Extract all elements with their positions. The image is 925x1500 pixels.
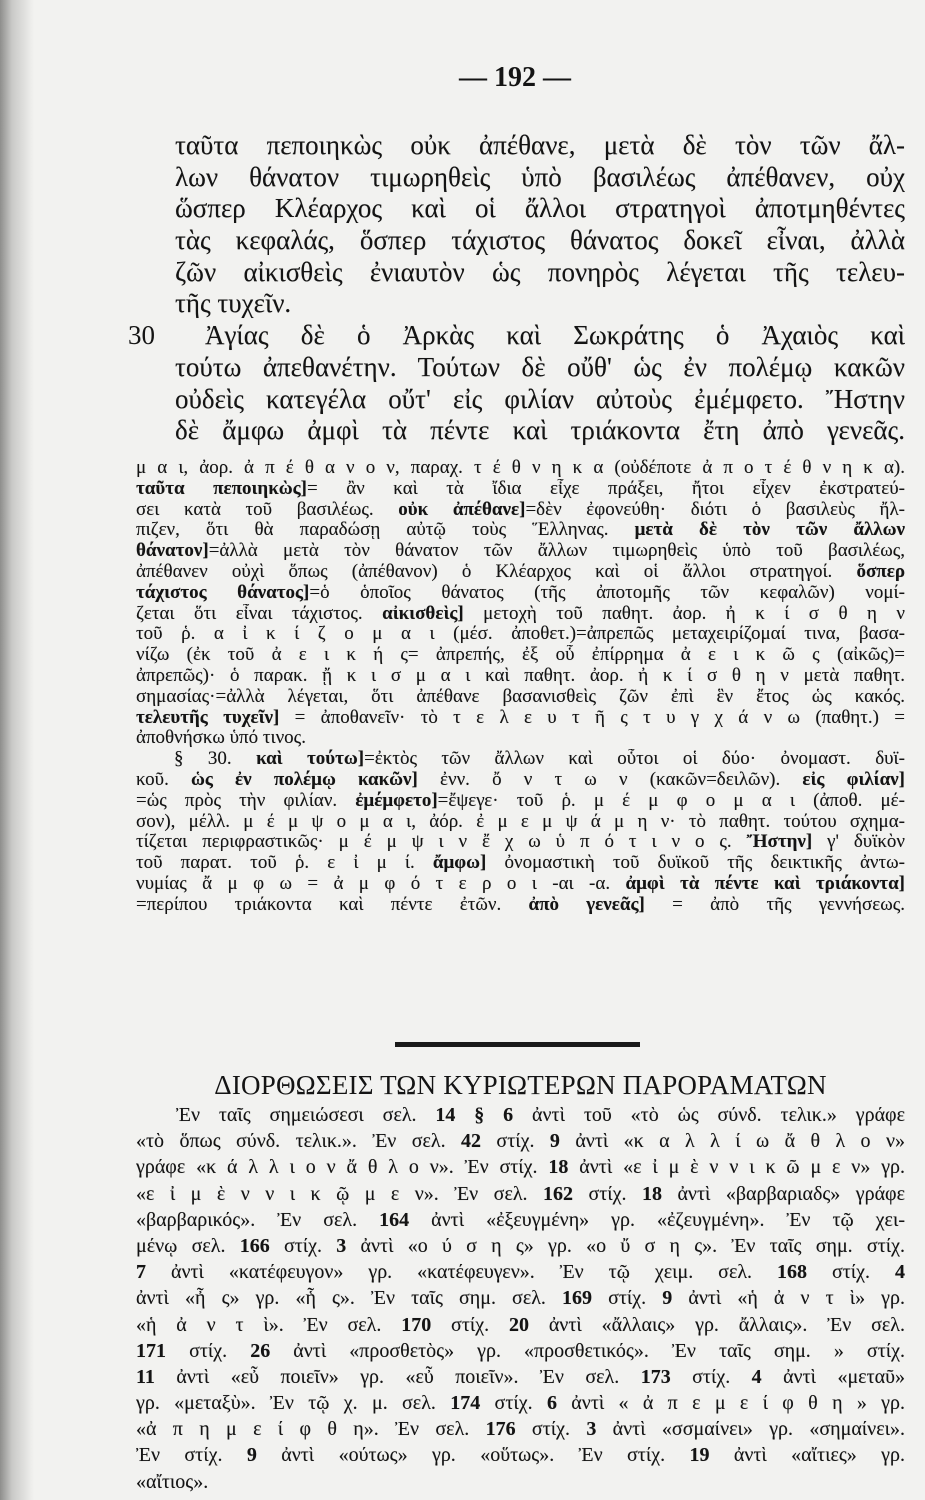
errata-text: στίχ. xyxy=(166,1339,251,1362)
note-text: τοῦ ῥ. α ἰ κ ί ζ ο μ α ι (μέσ. ἀποθετ.)=ἀπρεπῶς μεταχειρίζομαί τινα, βασα- xyxy=(136,624,905,645)
note-lemma: καὶ τούτω] xyxy=(256,749,365,770)
note-text: =ἀλλὰ μετὰ τὸν θάνατον τῶν ἄλλων τιμωρηθεὶς ὑπὸ τοῦ βασιλέως, xyxy=(208,541,905,562)
errata-text: «ε ἰ μ ὲ ν ν ι κ ῷ μ ε ν». Ἐν σελ. xyxy=(136,1182,543,1205)
note-line xyxy=(136,624,905,645)
note-text: πιζεν, ὅτι θὰ παραδώσῃ αὐτῷ τοὺς Ἕλληνας. xyxy=(136,520,635,541)
errata-reference-number: 9 xyxy=(662,1287,673,1310)
errata-text: «ἀ π η μ ε ί φ θ η». Ἐν σελ. xyxy=(136,1418,486,1441)
note-text: μετοχὴ τοῦ παθητ. ἀορ. ἠ κ ί σ θ η ν xyxy=(463,603,905,624)
main-text-line: ζῶν αἰκισθεὶς ἐνιαυτὸν ὡς πονηρὸς λέγεται τῆς τελευ- xyxy=(175,256,905,287)
errata-reference-number: 171 xyxy=(136,1339,166,1362)
errata-line xyxy=(136,1285,905,1311)
main-text-line: τούτω ἀπεθανέτην. Τούτων δὲ οὔθ' ὡς ἐν πολέμῳ κακῶν xyxy=(175,351,905,382)
errata-text: στίχ. xyxy=(515,1418,587,1441)
note-lemma: οὐκ ἀπέθανε] xyxy=(398,499,526,520)
note-text: ὀνομαστικὴ τοῦ δυϊκοῦ τῆς δεικτικῆς ἀντω- xyxy=(486,853,905,874)
note-line xyxy=(136,541,905,562)
errata-line xyxy=(136,1364,905,1390)
errata-text: στίχ. xyxy=(670,1365,752,1388)
errata-reference-number: 168 xyxy=(777,1261,807,1284)
note-line xyxy=(136,708,905,729)
errata-line xyxy=(136,1102,905,1128)
note-line xyxy=(136,562,905,583)
section-divider xyxy=(395,1042,640,1047)
errata-line xyxy=(136,1181,905,1207)
note-text: τοῦ παρατ. τοῦ ῥ. ε ἰ μ ί. xyxy=(136,853,433,874)
errata-text: στίχ. xyxy=(807,1261,895,1284)
errata-text: ἀντὶ «ἡ ἀ ν τ ὶ» γρ. xyxy=(672,1287,905,1310)
errata-text: ἀντὶ «προσθετὸς» γρ. «προσθετικός». Ἐν ταῖς σημ. » στίχ. xyxy=(270,1339,905,1362)
errata-reference-number: 42 xyxy=(461,1130,482,1153)
errata-text: ἀντὶ «ο ύ σ η ς» γρ. «ο ὔ σ η ς». Ἐν ταῖς σημ. στίχ. xyxy=(346,1234,905,1257)
main-text-line: τῆς τυχεῖν. xyxy=(175,288,292,319)
note-text: γ' δυϊκὸν xyxy=(812,832,905,853)
errata-line xyxy=(136,1338,905,1364)
errata-text: στίχ. xyxy=(573,1182,642,1205)
note-text: νυμίας ἄ μ φ ω = ἀ μ φ ό τ ε ρ ο ι -αι -α. xyxy=(136,873,626,894)
errata-text: «ἡ ἀ ν τ ὶ». Ἐν σελ. xyxy=(136,1313,402,1336)
errata-line xyxy=(136,1233,905,1259)
errata-reference-number: 20 xyxy=(508,1313,529,1336)
errata-reference-number: 14 § 6 xyxy=(435,1104,514,1126)
main-text-line: οὐδεὶς κατεγέλα οὔτ' εἰς φιλίαν αὐτοὺς ἐμέμφετο. Ἤστην xyxy=(175,383,905,414)
note-text: =περίπου τριάκοντα καὶ πέντε ἐτῶν. xyxy=(136,894,529,915)
note-line xyxy=(136,895,905,916)
note-line xyxy=(136,687,905,708)
errata-line xyxy=(136,1442,905,1468)
note-lemma: μετὰ δὲ τὸν τῶν ἄλλων xyxy=(634,520,905,541)
errata-reference-number: 174 xyxy=(450,1392,481,1415)
errata-text: ἀντὶ «βαρβαριαδς» γράφε xyxy=(661,1182,905,1205)
note-text: κοῦ. xyxy=(136,769,191,790)
errata-reference-number: 6 xyxy=(546,1392,557,1415)
errata-text: ἀντὶ «ἐξευγμένη» γρ. «ἐζευγμένη». Ἐν τῷ χει- xyxy=(409,1208,905,1231)
errata-reference-number: 9 xyxy=(549,1130,560,1153)
errata-line xyxy=(136,1154,905,1180)
notes-paragraph xyxy=(136,749,905,915)
scan-page-edge xyxy=(0,0,34,1500)
errata-reference-number: 18 xyxy=(641,1182,662,1205)
errata-reference-number: 3 xyxy=(336,1234,347,1257)
note-lemma: ἐμέμφετο] xyxy=(355,790,438,811)
note-lemma: εἰς φιλίαν] xyxy=(802,769,905,790)
note-lemma: θάνατον] xyxy=(136,541,209,562)
errata-text: στίχ. xyxy=(431,1313,509,1336)
page-number: — 192 — xyxy=(459,62,571,93)
note-text: ἐνν. ὄ ν τ ω ν (κακῶν=δειλῶν). xyxy=(417,769,803,790)
errata-title: ΔΙΟΡΘΩΣΕΙΣ ΤΩΝ ΚΥΡΙΩΤΕΡΩΝ ΠΑΡΟΡΑΜΑΤΩΝ xyxy=(214,1070,827,1100)
note-text: =ὡς πρὸς τὴν φιλίαν. xyxy=(136,790,356,811)
errata-reference-number: 170 xyxy=(401,1313,432,1336)
errata-text: γρ. «μεταξὺ». Ἐν τῷ χ. μ. σελ. xyxy=(136,1392,451,1415)
main-text-line: Ἀγίας δὲ ὁ Ἀρκὰς καὶ Σωκράτης ὁ Ἀχαιὸς καὶ xyxy=(205,320,905,351)
note-text: μ α ι, ἀορ. ἀ π έ θ α ν ο ν, παραχ. τ έ θ ν η κ α (οὐδέποτε ἀ π ο τ έ θ ν η κ α). xyxy=(136,458,905,478)
errata-text: ἀντὶ «εὖ ποιεῖν» γρ. «εὖ ποιεῖν». Ἐν σελ. xyxy=(154,1365,641,1388)
errata-line xyxy=(136,1207,905,1233)
errata-reference-number: 4 xyxy=(751,1365,762,1388)
errata-text: ἀντὶ «ἄλλαις» γρ. ἄλλαις». Ἐν σελ. xyxy=(528,1313,905,1336)
note-line xyxy=(136,728,905,749)
errata-reference-number: 9 xyxy=(246,1444,257,1467)
errata-text: ἀντὶ «ε ἰ μ ὲ ν ν ι κ ῶ μ ε ν» γρ. xyxy=(568,1156,905,1179)
main-paragraph xyxy=(128,320,905,447)
errata-text: ἀντὶ «ἦ ς» γρ. «ἧ ς». Ἐν ταῖς σημ. σελ. xyxy=(136,1287,563,1310)
note-line xyxy=(136,500,905,521)
note-lemma: ἀμφὶ τὰ πέντε καὶ τριάκοντα] xyxy=(625,873,905,894)
note-line xyxy=(136,520,905,541)
note-lemma: ἀπὸ γενεᾶς] xyxy=(528,894,645,915)
errata-line xyxy=(136,1416,905,1442)
errata-text: ἀντὶ «κατέφευγον» γρ. «κατέφευγεν». Ἐν τῷ χειμ. σελ. xyxy=(146,1261,777,1284)
note-lemma: αἰκισθεὶς] xyxy=(382,603,464,624)
errata-text: στίχ. xyxy=(480,1392,547,1415)
note-line xyxy=(136,853,905,874)
note-line xyxy=(136,666,905,687)
note-line xyxy=(136,874,905,895)
main-text-line: ὥσπερ Κλέαρχος καὶ οἱ ἄλλοι στρατηγοὶ ἀποτμηθέντες xyxy=(175,193,905,224)
note-text: =δὲν ἐφονεύθη· διότι ὁ βασιλεὺς ἤλ- xyxy=(525,499,905,520)
note-lemma: ὡς ἐν πολέμῳ κακῶν] xyxy=(190,769,418,790)
errata-reference-number: 169 xyxy=(562,1287,593,1310)
note-line xyxy=(136,791,905,812)
errata-line xyxy=(136,1312,905,1338)
main-text-line: ταῦτα πεποιηκὼς οὐκ ἀπέθανε, μετὰ δὲ τὸν τῶν ἄλ- xyxy=(175,130,905,160)
note-text: ἀπέθανεν οὐχὶ ὅπως (ἀπέθανον) ὁ Κλέαρχος καὶ οἱ ἄλλοι στρατηγοί. xyxy=(136,561,857,582)
note-lemma: τελευτῆς τυχεῖν] xyxy=(136,707,280,728)
errata-text: ἀντὶ «κ α λ λ ί ω ἄ θ λ ο ν» xyxy=(559,1130,905,1153)
note-lemma: ὅσπερ xyxy=(856,561,905,582)
note-line xyxy=(136,479,905,500)
main-text-line: τὰς κεφαλάς, ὅσπερ τάχιστος θάνατος δοκεῖ εἶναι, ἀλλὰ xyxy=(175,225,905,256)
note-text: νίζω (ἐκ τοῦ ἀ ε ι κ ή ς= ἀπρεπής, ἐξ οὗ ἐπίρρημα ἀ ε ι κ ῶ ς (αἰκῶς)= xyxy=(136,645,905,666)
errata-reference-number: 176 xyxy=(485,1418,516,1441)
errata-reference-number: 26 xyxy=(250,1339,271,1362)
errata-text: ἀντὶ «σσμαίνει» γρ. «σημαίνει». xyxy=(596,1418,905,1441)
errata-reference-number: 18 xyxy=(548,1156,569,1179)
note-line xyxy=(136,812,905,833)
errata-text: ἀντὶ «μεταῦ» xyxy=(761,1365,905,1388)
errata-reference-number: 162 xyxy=(543,1182,573,1205)
errata-text: ἀντὶ «ούτως» γρ. «οὕτως». Ἐν στίχ. xyxy=(256,1444,690,1467)
errata-text: ἀντὶ «αἴτιες» γρ. xyxy=(709,1444,905,1467)
note-text: σημασίας·=ἀλλὰ λέγεται, ὅτι ἀπέθανε βασανισθεὶς ζῶν ἐπὶ ἓν ἔτος ὡς κακός. xyxy=(136,686,905,707)
main-text-line: λων θάνατον τιμωρηθεὶς ὑπὸ βασιλέως ἀπέθανεν, οὐχ xyxy=(175,161,905,192)
note-line xyxy=(136,832,905,853)
errata-text: γράφε «κ ά λ λ ι ο ν ἄ θ λ ο ν». Ἐν στίχ. xyxy=(136,1156,549,1179)
note-text: ἀποθνήσκω ὑπό τινος. xyxy=(136,728,306,749)
errata-line xyxy=(136,1390,905,1416)
note-lemma: ἄμφω] xyxy=(432,853,487,874)
note-text: =ἐκτὸς τῶν ἄλλων καὶ οὗτοι οἱ δύο· ὀνομαστ. δυϊ- xyxy=(364,749,905,770)
note-line xyxy=(136,645,905,666)
errata-line xyxy=(136,1259,905,1285)
errata-text: «αἴτιος». xyxy=(136,1470,209,1493)
note-text: § 30. xyxy=(174,749,257,770)
note-line xyxy=(136,583,905,604)
errata-text: ἀντὶ τοῦ «τὸ ὡς σύνδ. τελικ.» γράφε xyxy=(513,1104,905,1126)
commentary-notes xyxy=(136,458,905,916)
note-text: ζεται ὅτι εἶναι τάχιστος. xyxy=(136,603,383,624)
main-paragraph xyxy=(175,130,905,320)
errata-list xyxy=(136,1102,905,1495)
note-text: σει κατὰ τοῦ βασιλέως. xyxy=(136,499,399,520)
note-text: ἀπρεπῶς)· ὁ παρακ. ᾔ κ ι σ μ α ι καὶ παθητ. ἀορ. ἠ κ ί σ θ η ν μετὰ παθητ. xyxy=(136,665,905,686)
notes-paragraph xyxy=(136,458,905,749)
errata-text: «βαρβαρικός». Ἐν σελ. xyxy=(136,1208,380,1231)
note-text: = ἀπὸ τῆς γεννήσεως. xyxy=(644,894,905,915)
errata-line xyxy=(136,1469,905,1495)
errata-reference-number: 11 xyxy=(136,1365,155,1388)
note-text: = ἀποθανεῖν· τὸ τ ε λ ε υ τ ῆ ς τ υ γ χ ά ν ω (παθητ.) = xyxy=(279,707,905,728)
errata-line xyxy=(136,1128,905,1154)
errata-text: μένῳ σελ. xyxy=(136,1234,240,1257)
errata-text: στίχ. xyxy=(269,1234,337,1257)
errata-reference-number: 19 xyxy=(689,1444,710,1467)
errata-text: στίχ. xyxy=(481,1130,550,1153)
note-line xyxy=(136,770,905,791)
note-text: = ἂν καὶ τὰ ἴδια εἶχε πράξει, ἤτοι εἶχεν ἐκστρατεύ- xyxy=(307,478,905,499)
note-text: =ὁ ὁποῖος θάνατος (τῆς ἀποτομῆς τῶν κεφαλῶν) νομί- xyxy=(309,582,905,603)
note-text: =ἔψεγε· τοῦ ῥ. μ έ μ φ ο μ α ι (ἀποθ. μέ- xyxy=(437,790,905,811)
errata-text: «τὸ ὅπως σύνδ. τελικ.». Ἐν σελ. xyxy=(136,1130,462,1153)
errata-text: στίχ. xyxy=(592,1287,663,1310)
note-line xyxy=(136,604,905,625)
note-lemma: τάχιστος θάνατος] xyxy=(136,582,310,603)
note-lemma: ταῦτα πεποιηκὼς] xyxy=(136,478,307,499)
errata-text: Ἐν στίχ. xyxy=(136,1444,247,1467)
note-text: τίζεται περιφραστικῶς· μ έ μ ψ ι ν ἔ χ ω ὑ π ό τ ι ν ο ς. xyxy=(136,832,747,853)
note-line xyxy=(136,458,905,479)
errata-text: ἀντὶ « ἀ π ε μ ε ί φ θ η » γρ. xyxy=(556,1392,905,1415)
errata-reference-number: 7 xyxy=(136,1261,146,1284)
note-line xyxy=(136,749,905,770)
errata-reference-number: 3 xyxy=(586,1418,597,1441)
errata-reference-number: 164 xyxy=(379,1208,410,1231)
main-text xyxy=(128,130,905,447)
note-text: σον), μέλλ. μ έ μ ψ ο μ α ι, ἀόρ. ἐ μ ε μ ψ ά μ η ν· τὸ παθητ. τούτου σχημα- xyxy=(136,811,905,832)
main-text-line: δὲ ἄμφω ἀμφὶ τὰ πέντε καὶ τριάκοντα ἔτη ἀπὸ γενεᾶς. xyxy=(175,415,905,446)
note-lemma: Ἤστην] xyxy=(746,832,813,853)
errata-reference-number: 173 xyxy=(640,1365,671,1388)
errata-text: Ἐν ταῖς σημειώσεσι σελ. xyxy=(176,1104,436,1126)
errata-reference-number: 166 xyxy=(239,1234,270,1257)
section-number: 30 xyxy=(128,320,155,351)
errata-reference-number: 4 xyxy=(895,1261,905,1284)
